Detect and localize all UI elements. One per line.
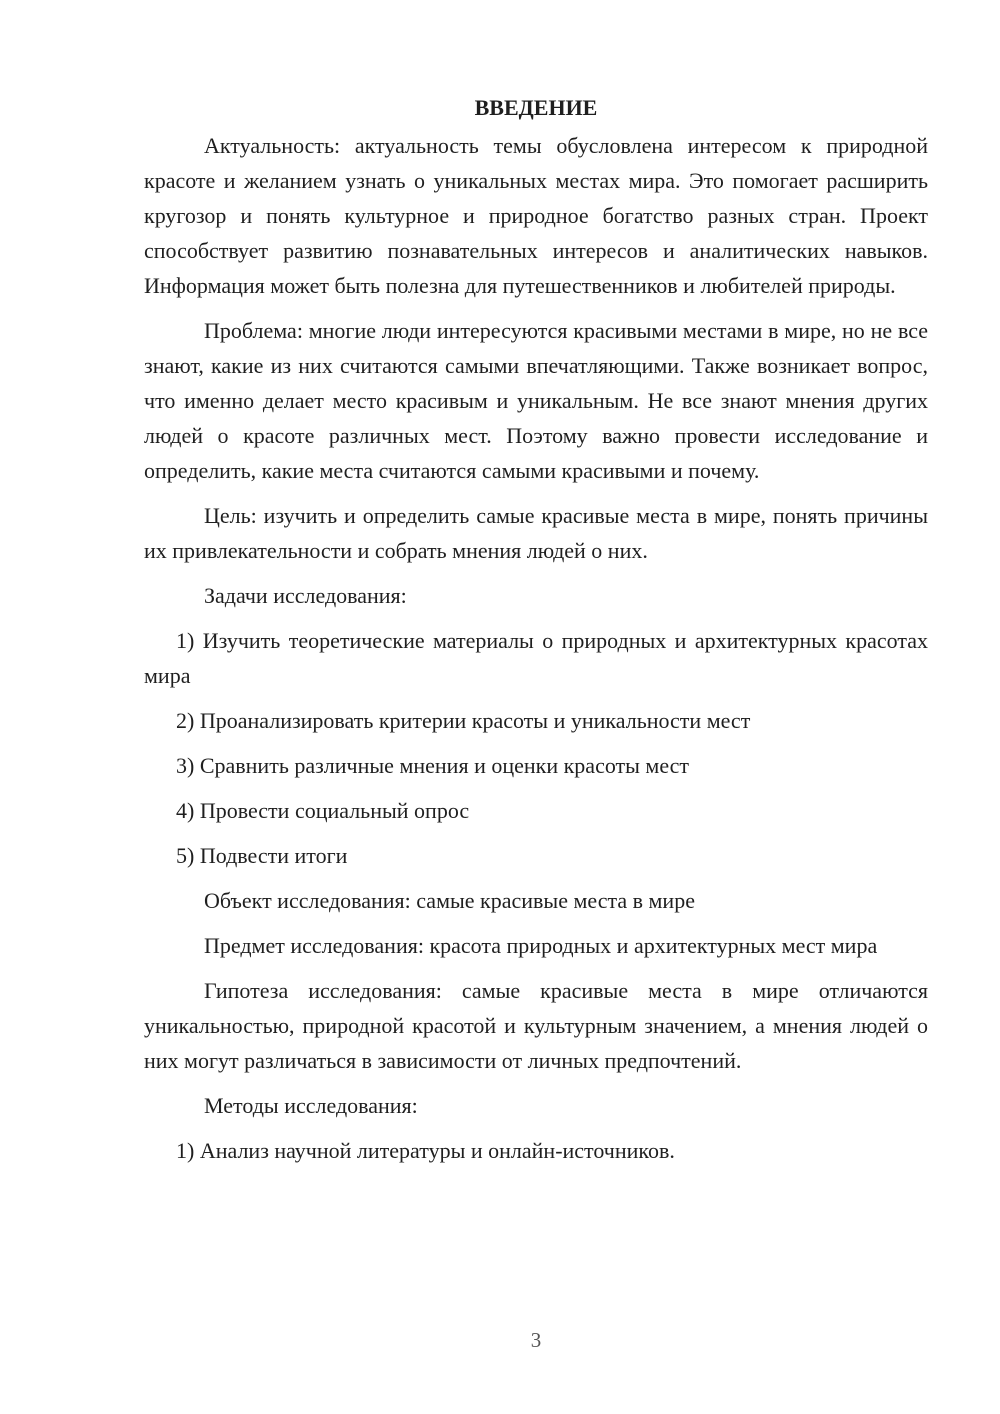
task-item: 3) Сравнить различные мнения и оценки красоты мест [176,753,690,778]
document-title: ВВЕДЕНИЕ [474,95,598,120]
document-page [144,92,928,1178]
subject-paragraph: Предмет исследования: красота природных и архитектурных мест мира [204,933,878,958]
hypothesis-paragraph: Гипотеза исследования: самые красивые места в мире отличаются уникальностью, природной красотой и культурным значением, а мнения людей о них могут различаться в зависимости от личных предпочтений. [144,978,928,1073]
task-item: 5) Подвести итоги [176,843,348,868]
methods-heading: Методы исследования: [204,1093,418,1118]
method-item: 1) Анализ научной литературы и онлайн-источников. [176,1138,675,1163]
task-item: 1) Изучить теоретические материалы о природных и архитектурных красотах мира [144,628,928,688]
tasks-heading: Задачи исследования: [204,583,407,608]
problem-paragraph: Проблема: многие люди интересуются красивыми местами в мире, но не все знают, какие из них считаются самыми впечатляющими. Также возникает вопрос, что именно делает место красивым и уникальным. Не все знают мнения других людей о красоте различных мест. Поэтому важно провести исследование и определить, какие места считаются самыми красивыми и почему. [144,318,928,483]
page-number: 3 [530,1328,542,1352]
goal-paragraph: Цель: изучить и определить самые красивые места в мире, понять причины их привлекательности и собрать мнения людей о них. [144,503,928,563]
relevance-paragraph: Актуальность: актуальность темы обусловлена интересом к природной красоте и желанием узнать о уникальных местах мира. Это помогает расширить кругозор и понять культурное и природное богатство разных стран. Проект способствует развитию познавательных интересов и аналитических навыков. Информация может быть полезна для путешественников и любителей природы. [144,133,928,298]
object-paragraph: Объект исследования: самые красивые места в мире [204,888,695,913]
task-item: 4) Провести социальный опрос [176,798,470,823]
task-item: 2) Проанализировать критерии красоты и уникальности мест [176,708,751,733]
